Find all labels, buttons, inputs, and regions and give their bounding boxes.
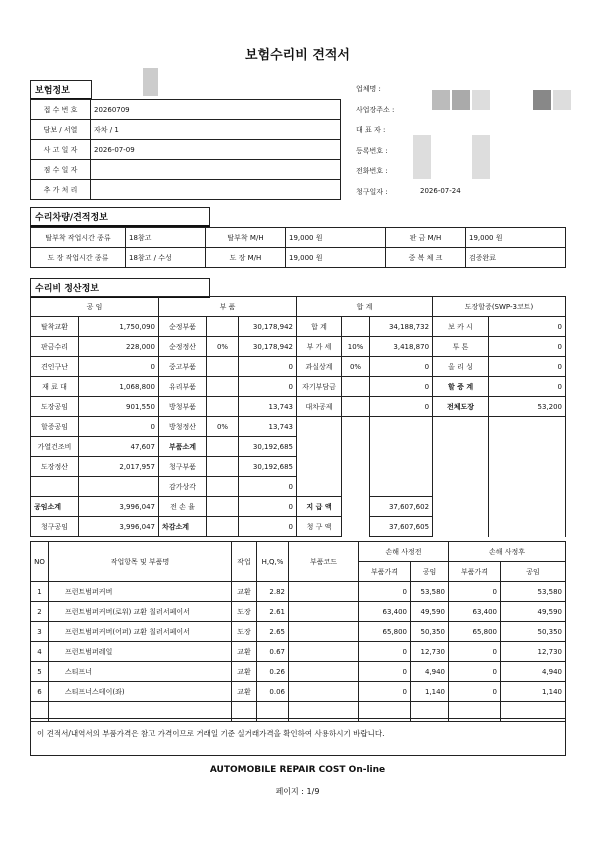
settlement-cell: 0% <box>207 337 239 357</box>
settlement-cell: 부품소계 <box>159 437 207 457</box>
settlement-header-row <box>31 297 566 317</box>
settlement-cell: 1,068,800 <box>79 377 159 397</box>
document-title: 보험수리비 견적서 <box>245 48 350 63</box>
item-no: 5 <box>31 662 49 682</box>
settlement-cell: 대차공제 <box>297 397 342 417</box>
items-col-header: 공임 <box>411 562 449 582</box>
insurance-label: 접 수 번 호 <box>31 100 91 120</box>
settlement-cell: 0 <box>239 357 297 377</box>
company-value: 2026-07-24 <box>420 186 461 195</box>
item-work: 도장 <box>232 622 257 642</box>
table-row <box>31 662 566 682</box>
settlement-cell <box>207 317 239 337</box>
settlement-cell: 3,418,870 <box>370 337 433 357</box>
settlement-cell: 10% <box>342 337 370 357</box>
settlement-cell <box>207 357 239 377</box>
vehicle-cell: 검증완료 <box>466 248 566 268</box>
settlement-cell: 할 증 계 <box>433 377 489 397</box>
item-work: 교환 <box>232 642 257 662</box>
settlement-cell: 청구공임 <box>31 517 79 537</box>
settlement-cell <box>489 437 566 457</box>
settlement-cell: 0 <box>489 377 566 397</box>
section-settlement: 수리비 정산정보 <box>30 278 210 298</box>
settlement-cell <box>342 437 370 457</box>
item-after-labor: 49,590 <box>501 602 566 622</box>
settlement-cell <box>489 417 566 437</box>
page-number: 페이지 : 1/9 <box>275 787 320 796</box>
settlement-cell <box>342 497 370 517</box>
settlement-cell <box>207 437 239 457</box>
settlement-cell <box>342 457 370 477</box>
settlement-cell: 순정부품 <box>159 317 207 337</box>
insurance-value: 자차 / 1 <box>91 120 341 140</box>
item-code <box>289 662 359 682</box>
settlement-cell: 30,192,685 <box>239 437 297 457</box>
settlement-cell <box>433 477 489 497</box>
item-before-labor: 49,590 <box>411 602 449 622</box>
item-before-labor: 4,940 <box>411 662 449 682</box>
settlement-row <box>31 477 566 497</box>
vehicle-table <box>30 227 566 268</box>
settlement-cell: 청구부품 <box>159 457 207 477</box>
items-col-header: NO <box>31 542 49 582</box>
settlement-row <box>31 317 566 337</box>
settlement-cell: 합 계 <box>297 317 342 337</box>
item-hq: 0.06 <box>257 682 289 702</box>
settlement-cell: 37,607,602 <box>370 497 433 517</box>
vehicle-cell: 도 장 M/H <box>206 248 286 268</box>
settlement-cell: 37,607,605 <box>370 517 433 537</box>
settlement-cell <box>79 477 159 497</box>
item-after-price: 0 <box>449 582 501 602</box>
item-before-price: 0 <box>359 682 411 702</box>
vehicle-cell: 19,000 원 <box>466 228 566 248</box>
item-work: 교환 <box>232 682 257 702</box>
settlement-cell <box>370 457 433 477</box>
vehicle-cell: 탈부착 M/H <box>206 228 286 248</box>
item-name: 프런트범퍼레일 <box>49 642 232 662</box>
settlement-cell: 판금수리 <box>31 337 79 357</box>
item-before-price: 63,400 <box>359 602 411 622</box>
item-before-price: 65,800 <box>359 622 411 642</box>
table-row <box>31 622 566 642</box>
settlement-cell: 2,017,957 <box>79 457 159 477</box>
item-before-labor: 1,140 <box>411 682 449 702</box>
item-before-price: 0 <box>359 642 411 662</box>
settlement-cell <box>342 417 370 437</box>
company-label: 사업장주소 : <box>356 105 395 114</box>
settlement-cell <box>207 377 239 397</box>
settlement-cell: 재 료 대 <box>31 377 79 397</box>
company-label: 청구일자 : <box>356 187 388 196</box>
item-work: 교환 <box>232 662 257 682</box>
settlement-cell: 중고부품 <box>159 357 207 377</box>
items-col-header: 부품가격 <box>359 562 411 582</box>
redacted-block <box>472 90 490 110</box>
items-col-header: 손해 사정후 <box>449 542 566 562</box>
settlement-cell: 0 <box>370 397 433 417</box>
item-after-labor: 53,580 <box>501 582 566 602</box>
vehicle-cell: 19,000 원 <box>286 248 386 268</box>
settlement-cell: 과실상계 <box>297 357 342 377</box>
settlement-table <box>30 296 566 537</box>
settlement-cell: 차감소계 <box>159 517 207 537</box>
redacted-block <box>143 68 158 96</box>
redacted-block <box>452 90 470 110</box>
vehicle-row <box>31 248 566 268</box>
settlement-cell: 13,743 <box>239 397 297 417</box>
insurance-label: 점 수 일 자 <box>31 160 91 180</box>
item-after-labor: 12,730 <box>501 642 566 662</box>
settlement-col-header: 도장할증(SWP-3코트) <box>433 297 566 317</box>
item-no: 2 <box>31 602 49 622</box>
settlement-cell <box>370 477 433 497</box>
settlement-cell: 901,550 <box>79 397 159 417</box>
settlement-row <box>31 497 566 517</box>
settlement-cell <box>489 497 566 517</box>
settlement-cell <box>433 517 489 537</box>
table-row <box>31 642 566 662</box>
settlement-cell: 0% <box>342 357 370 377</box>
item-no: 6 <box>31 682 49 702</box>
settlement-cell: 1,750,090 <box>79 317 159 337</box>
vehicle-cell: 도 장 작업시간 종류 <box>31 248 126 268</box>
item-before-labor: 12,730 <box>411 642 449 662</box>
item-no: 4 <box>31 642 49 662</box>
settlement-cell: 0% <box>207 417 239 437</box>
settlement-cell <box>342 517 370 537</box>
insurance-row <box>31 180 341 200</box>
settlement-cell: 전 손 율 <box>159 497 207 517</box>
settlement-cell: 30,192,685 <box>239 457 297 477</box>
settlement-cell: 228,000 <box>79 337 159 357</box>
item-hq: 2.61 <box>257 602 289 622</box>
settlement-cell <box>31 477 79 497</box>
settlement-cell <box>207 477 239 497</box>
items-col-header: 공임 <box>501 562 566 582</box>
item-before-labor: 53,580 <box>411 582 449 602</box>
settlement-cell <box>433 497 489 517</box>
settlement-cell <box>433 437 489 457</box>
vehicle-cell: 19,000 원 <box>286 228 386 248</box>
settlement-cell <box>207 397 239 417</box>
settlement-cell <box>297 457 342 477</box>
settlement-row <box>31 457 566 477</box>
settlement-cell <box>342 397 370 417</box>
item-before-price: 0 <box>359 582 411 602</box>
settlement-cell: 13,743 <box>239 417 297 437</box>
settlement-cell <box>297 437 342 457</box>
item-after-price: 0 <box>449 662 501 682</box>
redacted-block <box>533 90 551 110</box>
vehicle-row <box>31 228 566 248</box>
vehicle-cell: 중 복 체 크 <box>386 248 466 268</box>
settlement-cell: 방청부품 <box>159 397 207 417</box>
redacted-block <box>553 90 571 110</box>
company-label: 업체명 : <box>356 85 381 93</box>
redacted-block <box>472 135 490 179</box>
settlement-cell: 공임소계 <box>31 497 79 517</box>
company-label: 대 표 자 : <box>356 126 386 134</box>
settlement-cell: 0 <box>79 357 159 377</box>
settlement-cell <box>207 517 239 537</box>
insurance-label: 사 고 일 자 <box>31 140 91 160</box>
settlement-row <box>31 397 566 417</box>
settlement-cell <box>297 417 342 437</box>
item-name: 스티프너스테이(좌) <box>49 682 232 702</box>
items-col-header: 부품코드 <box>289 542 359 582</box>
settlement-cell: 0 <box>239 377 297 397</box>
settlement-cell: 가열건조비 <box>31 437 79 457</box>
items-col-header: H,Q,% <box>257 542 289 582</box>
item-after-labor: 1,140 <box>501 682 566 702</box>
settlement-cell: 0 <box>370 357 433 377</box>
insurance-label: 담보 / 서열 <box>31 120 91 140</box>
item-work: 교환 <box>232 582 257 602</box>
vehicle-cell: 18참고 / 수성 <box>126 248 206 268</box>
item-after-price: 0 <box>449 682 501 702</box>
settlement-row <box>31 517 566 537</box>
item-hq: 0.67 <box>257 642 289 662</box>
settlement-row <box>31 437 566 457</box>
vehicle-cell: 판 금 M/H <box>386 228 466 248</box>
settlement-cell <box>370 417 433 437</box>
settlement-cell <box>207 497 239 517</box>
vehicle-cell: 18참고 <box>126 228 206 248</box>
insurance-value: 20260709 <box>91 100 341 120</box>
insurance-label: 추 가 처 리 <box>31 180 91 200</box>
item-code <box>289 642 359 662</box>
settlement-col-header: 공 임 <box>31 297 159 317</box>
insurance-row <box>31 140 341 160</box>
settlement-cell: 0 <box>239 497 297 517</box>
items-table <box>30 541 566 722</box>
item-after-price: 63,400 <box>449 602 501 622</box>
settlement-cell <box>207 457 239 477</box>
settlement-cell: 47,607 <box>79 437 159 457</box>
insurance-row <box>31 120 341 140</box>
item-hq: 2.82 <box>257 582 289 602</box>
settlement-cell: 자기부담금 <box>297 377 342 397</box>
item-name: 프런트범퍼커버(어퍼) 교환 칠러서페이서 <box>49 622 232 642</box>
settlement-cell: 30,178,942 <box>239 317 297 337</box>
items-col-header: 부품가격 <box>449 562 501 582</box>
item-before-price: 0 <box>359 662 411 682</box>
settlement-cell <box>433 417 489 437</box>
settlement-cell: 0 <box>239 517 297 537</box>
settlement-cell <box>342 377 370 397</box>
settlement-cell: 유리부품 <box>159 377 207 397</box>
settlement-cell <box>370 437 433 457</box>
item-name: 프런트범퍼커버(로워) 교환 칠러서페이서 <box>49 602 232 622</box>
settlement-cell: 견인구난 <box>31 357 79 377</box>
item-after-price: 65,800 <box>449 622 501 642</box>
items-header-row <box>31 542 566 562</box>
company-label: 전화번호 : <box>356 167 388 175</box>
insurance-value: 2026-07-09 <box>91 140 341 160</box>
item-code <box>289 622 359 642</box>
item-code <box>289 582 359 602</box>
settlement-row <box>31 357 566 377</box>
settlement-cell: 0 <box>489 317 566 337</box>
item-after-labor: 4,940 <box>501 662 566 682</box>
settlement-cell: 탈착교환 <box>31 317 79 337</box>
settlement-col-header: 합 계 <box>297 297 433 317</box>
insurance-table <box>30 99 341 200</box>
item-no: 3 <box>31 622 49 642</box>
insurance-value <box>91 180 341 200</box>
settlement-cell: 도장정산 <box>31 457 79 477</box>
items-col-header: 작업항목 및 부품명 <box>49 542 232 582</box>
item-code <box>289 602 359 622</box>
vehicle-cell: 탈부착 작업시간 종류 <box>31 228 126 248</box>
settlement-cell: 0 <box>79 417 159 437</box>
table-row <box>31 682 566 702</box>
item-name: 프런트범퍼커버 <box>49 582 232 602</box>
table-row <box>31 582 566 602</box>
settlement-cell: 도장공임 <box>31 397 79 417</box>
items-col-header: 손해 사정전 <box>359 542 449 562</box>
settlement-col-header: 부 품 <box>159 297 297 317</box>
insurance-value <box>91 160 341 180</box>
settlement-cell: 청 구 액 <box>297 517 342 537</box>
settlement-cell: 53,200 <box>489 397 566 417</box>
insurance-row <box>31 100 341 120</box>
settlement-row <box>31 377 566 397</box>
item-name: 스티프너 <box>49 662 232 682</box>
settlement-cell: 지 급 액 <box>297 497 342 517</box>
item-before-labor: 50,350 <box>411 622 449 642</box>
company-label: 등록번호 : <box>356 146 388 155</box>
notice-text: 이 견적서/내역서의 부품가격은 참고 가격이므로 거래일 기준 실거래가격을 확인하여 사용하시기 바랍니다. <box>37 729 385 738</box>
item-after-labor: 50,350 <box>501 622 566 642</box>
settlement-cell <box>489 517 566 537</box>
footer-title: AUTOMOBILE REPAIR COST On-line <box>209 765 386 775</box>
item-hq: 2.65 <box>257 622 289 642</box>
settlement-cell: 보 카 시 <box>433 317 489 337</box>
settlement-cell: 투 톤 <box>433 337 489 357</box>
settlement-cell: 0 <box>239 477 297 497</box>
section-vehicle: 수리차량/견적정보 <box>30 207 210 227</box>
section-insurance: 보험정보 <box>30 80 92 100</box>
settlement-cell: 전체도장 <box>433 397 489 417</box>
redacted-block <box>432 90 450 110</box>
settlement-cell: 방청정산 <box>159 417 207 437</box>
settlement-cell: 34,188,732 <box>370 317 433 337</box>
settlement-cell: 할증공임 <box>31 417 79 437</box>
settlement-cell <box>433 457 489 477</box>
item-work: 도장 <box>232 602 257 622</box>
settlement-cell: 0 <box>489 357 566 377</box>
item-hq: 0.26 <box>257 662 289 682</box>
notice-box <box>30 718 566 756</box>
settlement-row <box>31 337 566 357</box>
settlement-row <box>31 417 566 437</box>
settlement-cell: 0 <box>489 337 566 357</box>
item-no: 1 <box>31 582 49 602</box>
item-after-price: 0 <box>449 642 501 662</box>
redacted-block <box>413 135 431 179</box>
settlement-cell <box>342 477 370 497</box>
settlement-cell: 30,178,942 <box>239 337 297 357</box>
settlement-cell: 0 <box>370 377 433 397</box>
insurance-row <box>31 160 341 180</box>
settlement-cell: 부 가 세 <box>297 337 342 357</box>
items-col-header: 작업 <box>232 542 257 582</box>
settlement-cell <box>342 317 370 337</box>
settlement-cell: 순정정산 <box>159 337 207 357</box>
item-code <box>289 682 359 702</box>
settlement-cell: 3,996,047 <box>79 517 159 537</box>
settlement-cell <box>297 477 342 497</box>
settlement-cell: 3,996,047 <box>79 497 159 517</box>
settlement-cell: 감가상각 <box>159 477 207 497</box>
settlement-cell <box>489 477 566 497</box>
settlement-cell: 올 리 싱 <box>433 357 489 377</box>
table-row <box>31 602 566 622</box>
settlement-cell <box>489 457 566 477</box>
